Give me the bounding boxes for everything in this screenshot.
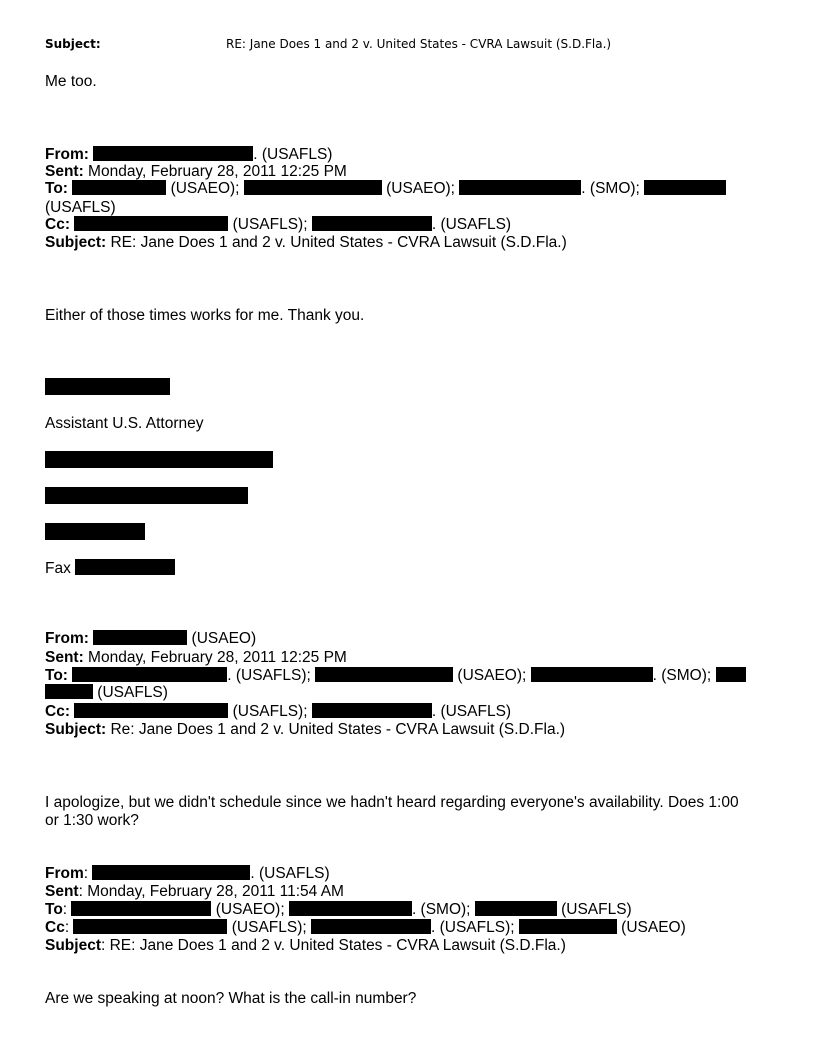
cc-label: Cc:	[45, 703, 70, 720]
to-segment: (USAEO);	[211, 901, 289, 918]
email1-to-continued: (USAFLS)	[45, 199, 116, 216]
email3-sent-line	[45, 883, 344, 900]
header-subject	[45, 37, 101, 51]
email2-body-line2: or 1:30 work?	[45, 812, 139, 829]
email3-to-line: To: (USAEO); . (SMO); (USAFLS)	[45, 901, 632, 918]
redaction	[45, 523, 145, 540]
email2-subject-line	[45, 721, 565, 738]
to-segment: . (SMO);	[411, 901, 475, 918]
email2-body-line1: I apologize, but we didn't schedule since we hadn't heard regarding everyone's availability. Does 1:00	[45, 794, 739, 811]
cc-segment: . (USAFLS);	[431, 919, 519, 936]
redaction	[45, 378, 170, 395]
email2-to-continued	[45, 684, 168, 701]
redaction	[45, 684, 93, 699]
from-label: From	[45, 865, 84, 882]
cc-segment: . (USAFLS)	[431, 216, 512, 233]
email1-from-line	[45, 146, 332, 163]
subject-label: Subject:	[45, 234, 107, 251]
redaction	[312, 216, 432, 231]
redaction	[71, 901, 211, 916]
redaction	[716, 667, 746, 682]
email1-sent-line	[45, 163, 347, 180]
cc-segment: (USAEO)	[616, 919, 686, 936]
email2-to-line	[45, 667, 746, 684]
signature-fax	[45, 559, 175, 577]
to-segment: . (USAFLS);	[227, 667, 316, 684]
sent-label: Sent	[45, 883, 79, 900]
redaction	[72, 180, 166, 195]
sent-label: Sent:	[45, 163, 84, 180]
signature-title: Assistant U.S. Attorney	[45, 415, 204, 432]
sent-value: Monday, February 28, 2011 12:25 PM	[83, 163, 347, 180]
from-suffix: . (USAFLS)	[253, 146, 333, 163]
redaction	[45, 451, 273, 468]
to-segment: . (SMO);	[652, 667, 716, 684]
to-segment: (USAEO);	[166, 180, 244, 197]
redaction	[644, 180, 726, 195]
to-segment: (USAFLS)	[556, 901, 632, 918]
email3-body: Are we speaking at noon? What is the call-in number?	[45, 990, 417, 1007]
subject-value: : RE: Jane Does 1 and 2 v. United States - CVRA Lawsuit (S.D.Fla.)	[100, 937, 566, 954]
redaction	[311, 919, 431, 934]
from-label: From:	[45, 630, 89, 647]
redaction	[92, 865, 250, 880]
redaction	[93, 630, 187, 645]
to-segment: (USAEO);	[453, 667, 531, 684]
subject-value: Re: Jane Does 1 and 2 v. United States - CVRA Lawsuit (S.D.Fla.)	[106, 721, 566, 738]
redaction	[475, 901, 557, 916]
cc-segment: (USAFLS);	[227, 919, 311, 936]
email3-cc-line: Cc: (USAFLS); . (USAFLS); (USAEO)	[45, 919, 686, 936]
cc-label: Cc	[45, 919, 65, 936]
sent-value: : Monday, February 28, 2011 11:54 AM	[78, 883, 344, 900]
redaction	[72, 667, 227, 682]
redaction	[244, 180, 382, 195]
email1-cc-line	[45, 216, 511, 233]
email1-to-line	[45, 180, 726, 197]
subject-label: Subject:	[45, 721, 107, 738]
email1-body: Either of those times works for me. Thank you.	[45, 307, 365, 324]
redaction	[289, 901, 412, 916]
to-segment: . (SMO);	[581, 180, 645, 197]
cc-label: Cc:	[45, 216, 70, 233]
redaction	[75, 559, 175, 575]
header-subject-label: Subject:	[45, 37, 101, 51]
reply-body: Me too.	[45, 73, 97, 90]
email1-subject-line	[45, 234, 567, 251]
subject-label: Subject	[45, 937, 101, 954]
email2-from-line	[45, 630, 256, 647]
sent-label: Sent:	[45, 649, 84, 666]
redaction	[74, 216, 228, 231]
cc-segment: (USAFLS);	[228, 703, 312, 720]
to-label: To	[45, 901, 63, 918]
header-subject-value: RE: Jane Does 1 and 2 v. United States - CVRA Lawsuit (S.D.Fla.)	[226, 37, 612, 51]
sent-value: Monday, February 28, 2011 12:25 PM	[83, 649, 347, 666]
redaction	[93, 146, 253, 161]
from-label: From:	[45, 146, 89, 163]
redaction	[73, 919, 227, 934]
email2-sent-line	[45, 649, 347, 666]
email3-from-line: From: . (USAFLS)	[45, 865, 330, 882]
cc-segment: . (USAFLS)	[431, 703, 512, 720]
to-label: To:	[45, 180, 68, 197]
fax-label: Fax	[45, 560, 71, 577]
to-segment: (USAEO);	[381, 180, 460, 197]
from-suffix: (USAEO)	[187, 630, 257, 647]
redaction	[312, 703, 432, 718]
email3-subject-line	[45, 937, 566, 954]
redaction	[519, 919, 617, 934]
from-suffix: . (USAFLS)	[250, 865, 330, 882]
redaction	[315, 667, 453, 682]
redaction	[74, 703, 228, 718]
redaction	[459, 180, 581, 195]
email2-cc-line	[45, 703, 511, 720]
cc-segment: (USAFLS);	[228, 216, 312, 233]
redaction	[531, 667, 653, 682]
redaction	[45, 487, 248, 504]
subject-value: RE: Jane Does 1 and 2 v. United States - CVRA Lawsuit (S.D.Fla.)	[106, 234, 567, 251]
to-segment: (USAFLS)	[93, 684, 168, 701]
to-label: To:	[45, 667, 68, 684]
